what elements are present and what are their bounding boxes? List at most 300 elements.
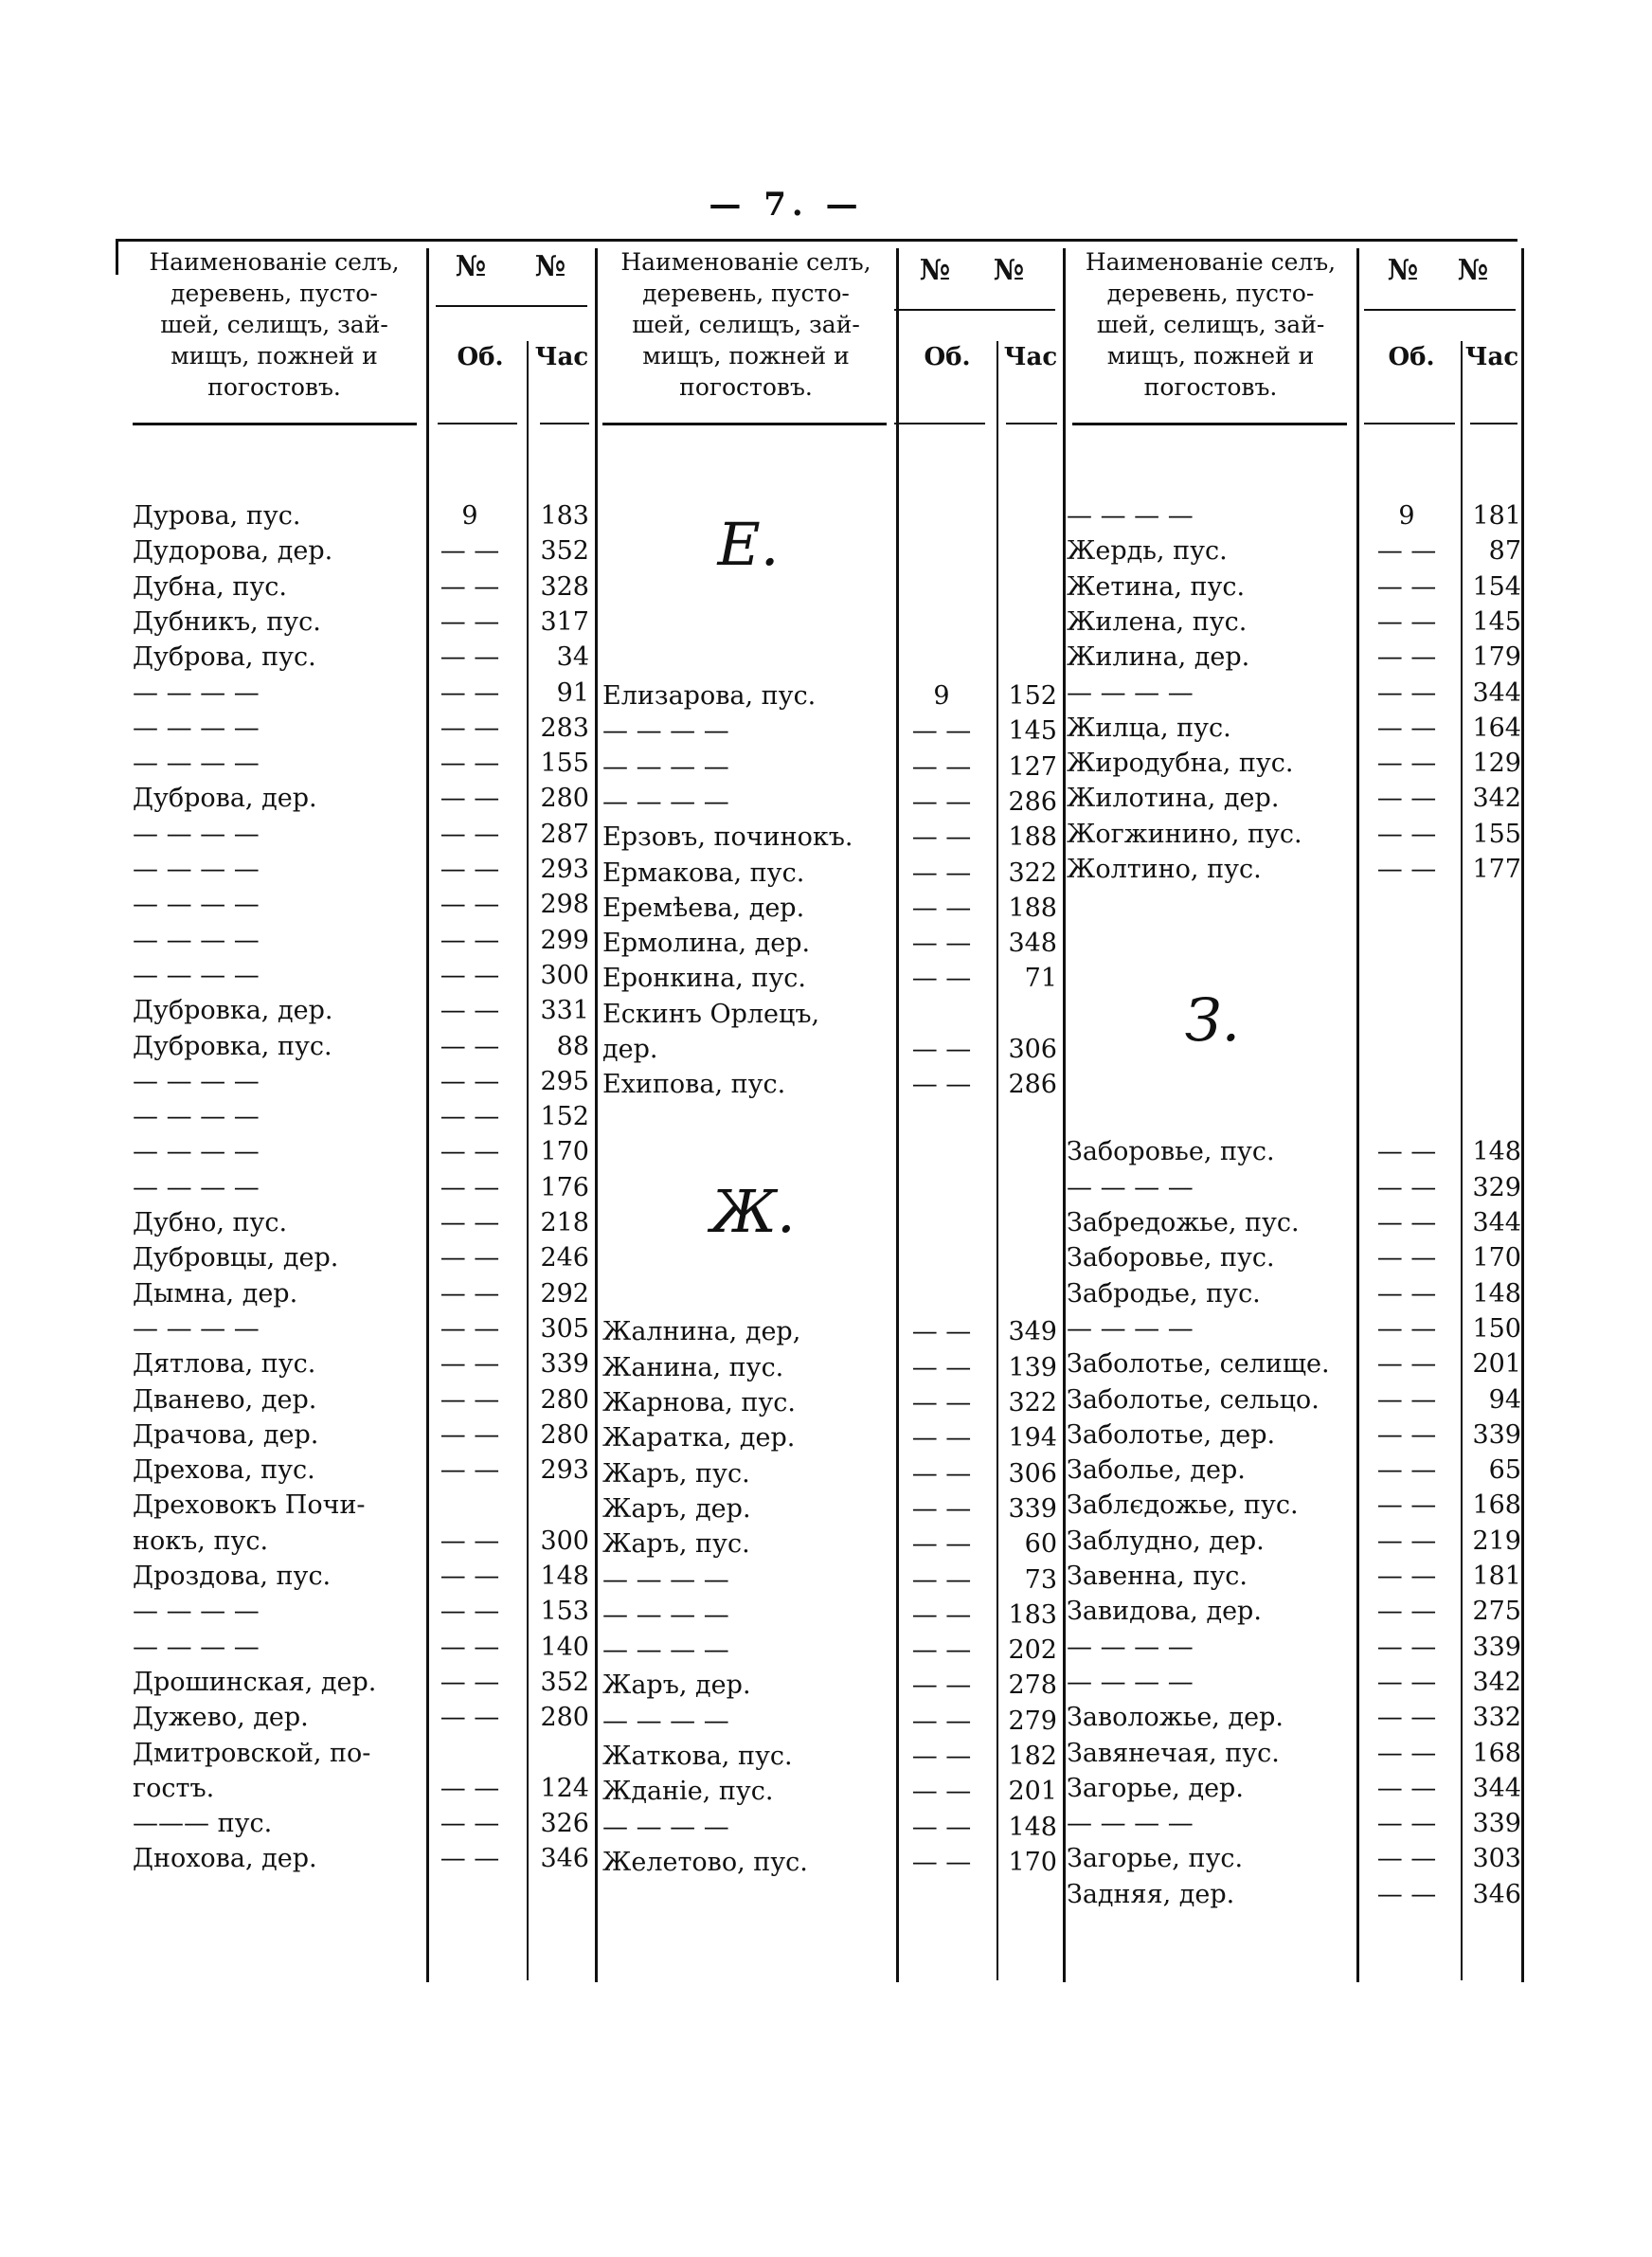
ob-number: — — bbox=[440, 571, 500, 602]
table-row bbox=[1067, 781, 1531, 816]
place-name: Заблудно, дер. bbox=[1067, 1526, 1265, 1556]
table-row bbox=[133, 887, 597, 922]
place-name: — — — — bbox=[133, 1632, 260, 1662]
ob-number: 9 bbox=[933, 681, 950, 711]
ob-number: — — bbox=[1376, 1773, 1437, 1803]
ob-number: — — bbox=[440, 890, 500, 920]
table-row bbox=[133, 1700, 597, 1735]
ch-number: 339 bbox=[1472, 1419, 1521, 1450]
place-name: Дуброва, дер. bbox=[133, 784, 317, 814]
table-row bbox=[1067, 993, 1531, 1028]
table-row bbox=[133, 1134, 597, 1169]
ch-number: 317 bbox=[540, 606, 589, 637]
table-row bbox=[1067, 1488, 1531, 1523]
place-name: Дудорова, дер. bbox=[133, 536, 333, 567]
place-name: Завидова, дер. bbox=[1067, 1597, 1262, 1627]
table-row bbox=[602, 1173, 1067, 1208]
ob-number: — — bbox=[1376, 1632, 1437, 1662]
ch-number: 176 bbox=[540, 1172, 589, 1202]
place-name: — — — — bbox=[602, 1564, 729, 1595]
place-name: Жилена, пус. bbox=[1067, 606, 1248, 637]
table-row bbox=[133, 1205, 597, 1240]
column-3 bbox=[1067, 498, 1523, 1920]
table-row bbox=[133, 1594, 597, 1629]
header-ob-2: Об. bbox=[924, 343, 971, 371]
ch-number: 170 bbox=[1008, 1847, 1057, 1877]
table-row bbox=[133, 1665, 597, 1700]
table-row bbox=[602, 1456, 1067, 1491]
place-name: Дымна, дер. bbox=[133, 1278, 298, 1309]
ob-number: — — bbox=[440, 925, 500, 955]
place-name: — — — — bbox=[133, 1313, 260, 1344]
ch-number: 279 bbox=[1008, 1706, 1057, 1736]
ob-number: — — bbox=[440, 1313, 500, 1344]
ch-number: 145 bbox=[1008, 716, 1057, 747]
place-name: Жетина, пус. bbox=[1067, 571, 1246, 602]
place-name: — — — — bbox=[1067, 1809, 1194, 1839]
header-name-3: Наименованіе селъ, деревень, пусто- шей, селищъ, зай- мищъ, пожней и погостовъ. bbox=[1085, 248, 1337, 401]
place-name: — — — — bbox=[1067, 1313, 1194, 1344]
num-rule-1 bbox=[436, 305, 587, 307]
header-ch-3: Час bbox=[1464, 343, 1519, 371]
ob-number: — — bbox=[1376, 1597, 1437, 1627]
ob-number: — — bbox=[440, 606, 500, 637]
table-row bbox=[133, 1841, 597, 1876]
place-name: — — — — bbox=[1067, 1667, 1194, 1697]
ob-number: — — bbox=[1376, 1562, 1437, 1591]
ch-number: 329 bbox=[1472, 1172, 1521, 1202]
ob-number: — — bbox=[440, 677, 500, 708]
ob-number: — — bbox=[1376, 1384, 1437, 1415]
table-row bbox=[1067, 1417, 1531, 1453]
ch-number: 286 bbox=[1008, 1070, 1057, 1100]
table-row bbox=[133, 676, 597, 711]
table-row bbox=[133, 1240, 597, 1275]
place-name: Заборовье, пус. bbox=[1067, 1137, 1275, 1167]
ob-number: — — bbox=[440, 713, 500, 743]
ch-number: 181 bbox=[1472, 1562, 1521, 1591]
ch-number: 73 bbox=[1024, 1564, 1057, 1595]
place-name: — — — — bbox=[133, 855, 260, 884]
ch-number: 152 bbox=[1008, 681, 1057, 711]
table-row bbox=[602, 1385, 1067, 1420]
table-row bbox=[1067, 923, 1531, 958]
ob-number: — — bbox=[440, 1066, 500, 1096]
table-row bbox=[133, 1771, 597, 1806]
header-num-ch-1: № bbox=[534, 250, 566, 283]
table-row bbox=[1067, 958, 1531, 993]
ch-number: 218 bbox=[540, 1208, 589, 1237]
table-row bbox=[1067, 746, 1531, 781]
ch-number: 155 bbox=[540, 749, 589, 779]
num-foot-3 bbox=[894, 423, 985, 424]
ch-number: 280 bbox=[540, 1703, 589, 1733]
place-name: Задняя, дер. bbox=[1067, 1879, 1235, 1909]
ob-number: — — bbox=[440, 1597, 500, 1627]
table-row bbox=[1067, 1630, 1531, 1665]
num-foot-2 bbox=[540, 423, 589, 424]
page-number: — 7. — bbox=[709, 186, 864, 224]
place-name: Дубровка, дер. bbox=[133, 996, 333, 1026]
table-row bbox=[133, 533, 597, 569]
ch-number: 339 bbox=[1008, 1493, 1057, 1524]
table-row bbox=[1067, 1453, 1531, 1488]
top-rule bbox=[116, 239, 1517, 242]
num-foot-5 bbox=[1364, 423, 1455, 424]
ob-number: — — bbox=[1376, 1349, 1437, 1380]
ob-number: — — bbox=[1376, 1208, 1437, 1237]
ob-number: — — bbox=[440, 1349, 500, 1380]
num-foot-6 bbox=[1470, 423, 1517, 424]
ch-number: 349 bbox=[1008, 1317, 1057, 1347]
ob-number: — — bbox=[911, 929, 972, 959]
ob-number: — — bbox=[911, 1777, 972, 1807]
table-row bbox=[133, 1559, 597, 1594]
ob-number: — — bbox=[440, 1455, 500, 1486]
table-row bbox=[1067, 1524, 1531, 1559]
ch-number: 344 bbox=[1472, 677, 1521, 708]
place-name: Дрошинская, дер. bbox=[133, 1667, 377, 1697]
ch-number: 194 bbox=[1008, 1423, 1057, 1454]
table-row bbox=[133, 1064, 597, 1099]
ob-number: — — bbox=[440, 1773, 500, 1803]
place-name: Ерзовъ, починокъ. bbox=[602, 822, 853, 853]
ch-number: 332 bbox=[1472, 1703, 1521, 1733]
ch-number: 148 bbox=[1472, 1278, 1521, 1309]
ch-number: 305 bbox=[540, 1313, 589, 1344]
table-row bbox=[1067, 1276, 1531, 1311]
table-row bbox=[133, 1453, 597, 1488]
place-name: — — — — bbox=[602, 1706, 729, 1736]
table-row bbox=[1067, 1205, 1531, 1240]
ch-number: 94 bbox=[1488, 1384, 1521, 1415]
ch-number: 342 bbox=[1472, 784, 1521, 814]
table-row bbox=[1067, 1029, 1531, 1064]
ch-number: 275 bbox=[1472, 1597, 1521, 1627]
ch-number: 127 bbox=[1008, 751, 1057, 782]
header-ob-1: Об. bbox=[457, 343, 504, 371]
place-name: Жилотина, дер. bbox=[1067, 784, 1280, 814]
table-row bbox=[133, 923, 597, 958]
hdr-rule-2 bbox=[602, 423, 887, 425]
ch-number: 170 bbox=[1472, 1243, 1521, 1273]
place-name: Заболье, дер. bbox=[1067, 1455, 1246, 1486]
place-name: Завенна, пус. bbox=[1067, 1562, 1248, 1591]
table-row bbox=[1067, 1099, 1531, 1134]
ch-number: 298 bbox=[540, 890, 589, 920]
table-row bbox=[1067, 569, 1531, 605]
place-name: — — — — bbox=[1067, 1172, 1194, 1202]
ob-number: — — bbox=[911, 1493, 972, 1524]
ob-number: — — bbox=[440, 1419, 500, 1450]
ch-number: 148 bbox=[1472, 1137, 1521, 1167]
place-name: Жалнина, дер, bbox=[602, 1317, 801, 1347]
ob-number: — — bbox=[911, 1635, 972, 1666]
ch-number: 34 bbox=[556, 642, 589, 673]
table-row bbox=[602, 678, 1067, 713]
table-row bbox=[602, 1138, 1067, 1173]
table-row bbox=[133, 1524, 597, 1559]
table-row bbox=[1067, 852, 1531, 887]
place-name: Жданіе, пус. bbox=[602, 1777, 774, 1807]
num-rule-3 bbox=[1364, 309, 1516, 311]
header-num-ob-2: № bbox=[919, 254, 951, 287]
num-foot-4 bbox=[1006, 423, 1057, 424]
ch-number: 293 bbox=[540, 855, 589, 884]
table-row bbox=[602, 1704, 1067, 1739]
ob-number: — — bbox=[1376, 1738, 1437, 1768]
ob-number: — — bbox=[1376, 784, 1437, 814]
table-row bbox=[602, 785, 1067, 820]
ch-number: 328 bbox=[540, 571, 589, 602]
place-name: Жанина, пус. bbox=[602, 1352, 784, 1382]
table-row bbox=[133, 1099, 597, 1134]
place-name: — — — — bbox=[602, 786, 729, 817]
table-row bbox=[1067, 1594, 1531, 1629]
table-row bbox=[1067, 1700, 1531, 1735]
ob-number: — — bbox=[911, 1670, 972, 1701]
table-row bbox=[1067, 533, 1531, 569]
place-name: — — — — bbox=[133, 1597, 260, 1627]
place-name: Жолтино, пус. bbox=[1067, 855, 1262, 884]
header-name-1: Наименованіе селъ, деревень, пусто- шей, селищъ, зай- мищъ, пожней и погостовъ. bbox=[149, 248, 400, 401]
header-num-ch-2: № bbox=[993, 254, 1025, 287]
ch-number: 295 bbox=[540, 1066, 589, 1096]
header-num-ch-3: № bbox=[1457, 254, 1489, 287]
ch-number: 91 bbox=[556, 677, 589, 708]
table-row bbox=[602, 749, 1067, 785]
table-row bbox=[1067, 1736, 1531, 1771]
place-name: Дреховокъ Почи- bbox=[133, 1490, 366, 1521]
place-name: Заболотье, селище. bbox=[1067, 1349, 1330, 1380]
place-name: Дванево, дер. bbox=[133, 1384, 317, 1415]
ch-number: 280 bbox=[540, 1384, 589, 1415]
table-row bbox=[133, 1311, 597, 1346]
ob-number: — — bbox=[440, 1667, 500, 1697]
ob-number: — — bbox=[440, 1102, 500, 1132]
place-name: Дрехова, пус. bbox=[133, 1455, 315, 1486]
ch-number: 177 bbox=[1472, 855, 1521, 884]
table-row bbox=[133, 711, 597, 746]
ob-number: 9 bbox=[461, 501, 478, 531]
ob-number: — — bbox=[440, 1562, 500, 1591]
ch-number: 322 bbox=[1008, 1388, 1057, 1417]
place-name: Жаръ, пус. bbox=[602, 1529, 750, 1560]
ob-number: — — bbox=[1376, 749, 1437, 779]
ch-number: 168 bbox=[1472, 1490, 1521, 1521]
table-row bbox=[602, 1032, 1067, 1067]
place-name: — — — — bbox=[133, 960, 260, 990]
ch-number: 219 bbox=[1472, 1526, 1521, 1556]
num-foot-1 bbox=[438, 423, 517, 424]
place-name: Жилина, дер. bbox=[1067, 642, 1250, 673]
table-row bbox=[602, 1420, 1067, 1455]
ch-number: 129 bbox=[1472, 749, 1521, 779]
header-ch-2: Час bbox=[1003, 343, 1058, 371]
ch-number: 188 bbox=[1008, 822, 1057, 853]
place-name: Дубно, пус. bbox=[133, 1208, 288, 1237]
ob-number: — — bbox=[440, 1172, 500, 1202]
place-name: Забредожье, пус. bbox=[1067, 1208, 1300, 1237]
ch-number: 303 bbox=[1472, 1844, 1521, 1874]
place-name: Дубна, пус. bbox=[133, 571, 287, 602]
place-name: Елизарова, пус. bbox=[602, 681, 817, 711]
table-row bbox=[1067, 1771, 1531, 1806]
place-name: — — — — bbox=[133, 749, 260, 779]
table-row bbox=[1067, 1134, 1531, 1169]
ob-number: — — bbox=[911, 1070, 972, 1100]
place-name: — — — — bbox=[133, 925, 260, 955]
ch-number: 280 bbox=[540, 784, 589, 814]
ob-number: — — bbox=[1376, 1243, 1437, 1273]
ch-number: 88 bbox=[556, 1031, 589, 1061]
place-name: — — — — bbox=[133, 677, 260, 708]
place-name: ——— пус. bbox=[133, 1809, 273, 1839]
ob-number: — — bbox=[911, 751, 972, 782]
table-row bbox=[602, 926, 1067, 961]
place-name: Заболотье, дер. bbox=[1067, 1419, 1276, 1450]
place-name: Жиродубна, пус. bbox=[1067, 749, 1294, 779]
ob-number: — — bbox=[1376, 1455, 1437, 1486]
header-num-ob-1: № bbox=[455, 250, 487, 283]
table-row bbox=[133, 1736, 597, 1771]
ch-number: 339 bbox=[540, 1349, 589, 1380]
ob-number: — — bbox=[440, 784, 500, 814]
place-name: — — — — bbox=[602, 751, 729, 782]
place-name: — — — — bbox=[133, 1066, 260, 1096]
ch-number: 287 bbox=[540, 819, 589, 849]
place-name: нокъ, пус. bbox=[133, 1526, 269, 1556]
ob-number: — — bbox=[440, 1137, 500, 1167]
ch-number: 331 bbox=[540, 996, 589, 1026]
ob-number: — — bbox=[1376, 1278, 1437, 1309]
table-row bbox=[602, 891, 1067, 926]
table-row bbox=[1067, 498, 1531, 533]
ob-number: — — bbox=[1376, 1419, 1437, 1450]
table-row bbox=[1067, 1806, 1531, 1841]
table-row bbox=[133, 1346, 597, 1381]
ch-number: 344 bbox=[1472, 1773, 1521, 1803]
table-row bbox=[602, 820, 1067, 855]
table-row bbox=[1067, 1665, 1531, 1700]
table-row bbox=[1067, 1346, 1531, 1381]
ob-number: — — bbox=[440, 1384, 500, 1415]
ch-number: 183 bbox=[1008, 1599, 1057, 1630]
place-name: Дубровка, пус. bbox=[133, 1031, 332, 1061]
place-name: Дурова, пус. bbox=[133, 501, 301, 531]
table-row bbox=[602, 1668, 1067, 1703]
place-name: Заблєдожье, пус. bbox=[1067, 1490, 1299, 1521]
table-row bbox=[133, 1170, 597, 1205]
table-row bbox=[602, 997, 1067, 1032]
table-row bbox=[133, 1382, 597, 1417]
ob-number: — — bbox=[911, 1388, 972, 1417]
ob-number: — — bbox=[1376, 1667, 1437, 1697]
ob-number: — — bbox=[440, 1526, 500, 1556]
ob-number: — — bbox=[911, 1706, 972, 1736]
ch-number: 283 bbox=[540, 713, 589, 743]
ch-number: 202 bbox=[1008, 1635, 1057, 1666]
ch-number: 153 bbox=[540, 1597, 589, 1627]
ch-number: 154 bbox=[1472, 571, 1521, 602]
table-row bbox=[602, 1562, 1067, 1598]
ch-number: 352 bbox=[540, 1667, 589, 1697]
table-row bbox=[133, 1806, 597, 1841]
ch-number: 339 bbox=[1472, 1632, 1521, 1662]
ob-number: — — bbox=[1376, 855, 1437, 884]
ob-number: — — bbox=[440, 1208, 500, 1237]
ob-number: — — bbox=[1376, 1490, 1437, 1521]
ch-number: 181 bbox=[1472, 501, 1521, 531]
place-name: Дубровцы, дер. bbox=[133, 1243, 339, 1273]
place-name: Дуброва, пус. bbox=[133, 642, 316, 673]
header-num-ob-3: № bbox=[1387, 254, 1419, 287]
place-name: Завянечая, пус. bbox=[1067, 1738, 1280, 1768]
place-name: — — — — bbox=[602, 1635, 729, 1666]
table-row bbox=[602, 1209, 1067, 1244]
table-row bbox=[133, 817, 597, 852]
place-name: Жарнова, пус. bbox=[602, 1388, 797, 1417]
ob-number: — — bbox=[1376, 1809, 1437, 1839]
table-row bbox=[602, 1739, 1067, 1774]
place-name: Еронкина, пус. bbox=[602, 964, 806, 994]
header-ch-1: Час bbox=[534, 343, 589, 371]
ch-number: 346 bbox=[1472, 1879, 1521, 1909]
header-name-2: Наименованіе селъ, деревень, пусто- шей, селищъ, зай- мищъ, пожней и погостовъ. bbox=[620, 248, 871, 401]
ob-number: — — bbox=[1376, 1844, 1437, 1874]
table-row bbox=[1067, 676, 1531, 711]
ob-number: — — bbox=[1376, 1526, 1437, 1556]
ch-number: 148 bbox=[1008, 1812, 1057, 1842]
ch-number: 71 bbox=[1024, 964, 1057, 994]
ch-number: 352 bbox=[540, 536, 589, 567]
table-row bbox=[133, 640, 597, 675]
ch-number: 65 bbox=[1488, 1455, 1521, 1486]
place-name: Жаръ, дер. bbox=[602, 1493, 751, 1524]
ch-number: 201 bbox=[1008, 1777, 1057, 1807]
column-2 bbox=[602, 678, 1067, 1929]
place-name: — — — — bbox=[133, 890, 260, 920]
table-row bbox=[602, 1845, 1067, 1880]
ob-number: — — bbox=[1376, 606, 1437, 637]
ob-number: — — bbox=[1376, 1703, 1437, 1733]
ob-number: — — bbox=[911, 1035, 972, 1064]
ob-number: — — bbox=[440, 855, 500, 884]
ob-number: — — bbox=[1376, 713, 1437, 743]
section-letter-e: Е. bbox=[717, 510, 780, 579]
place-name: Дужево, дер. bbox=[133, 1703, 309, 1733]
ch-number: 348 bbox=[1008, 929, 1057, 959]
table-row bbox=[602, 1774, 1067, 1809]
ch-number: 342 bbox=[1472, 1667, 1521, 1697]
ch-number: 179 bbox=[1472, 642, 1521, 673]
ob-number: — — bbox=[440, 996, 500, 1026]
place-name: гостъ. bbox=[133, 1773, 215, 1803]
place-name: Заборовье, пус. bbox=[1067, 1243, 1275, 1273]
place-name: — — — — bbox=[133, 1137, 260, 1167]
ob-number: — — bbox=[440, 1703, 500, 1733]
ob-number: — — bbox=[1376, 1879, 1437, 1909]
table-row bbox=[602, 1103, 1067, 1138]
place-name: — — — — bbox=[133, 1102, 260, 1132]
ob-number: — — bbox=[911, 1529, 972, 1560]
place-name: — — — — bbox=[133, 1172, 260, 1202]
table-row bbox=[133, 746, 597, 781]
table-row bbox=[1067, 1064, 1531, 1099]
table-row bbox=[602, 1810, 1067, 1845]
ch-number: 300 bbox=[540, 960, 589, 990]
ch-number: 155 bbox=[1472, 819, 1521, 849]
